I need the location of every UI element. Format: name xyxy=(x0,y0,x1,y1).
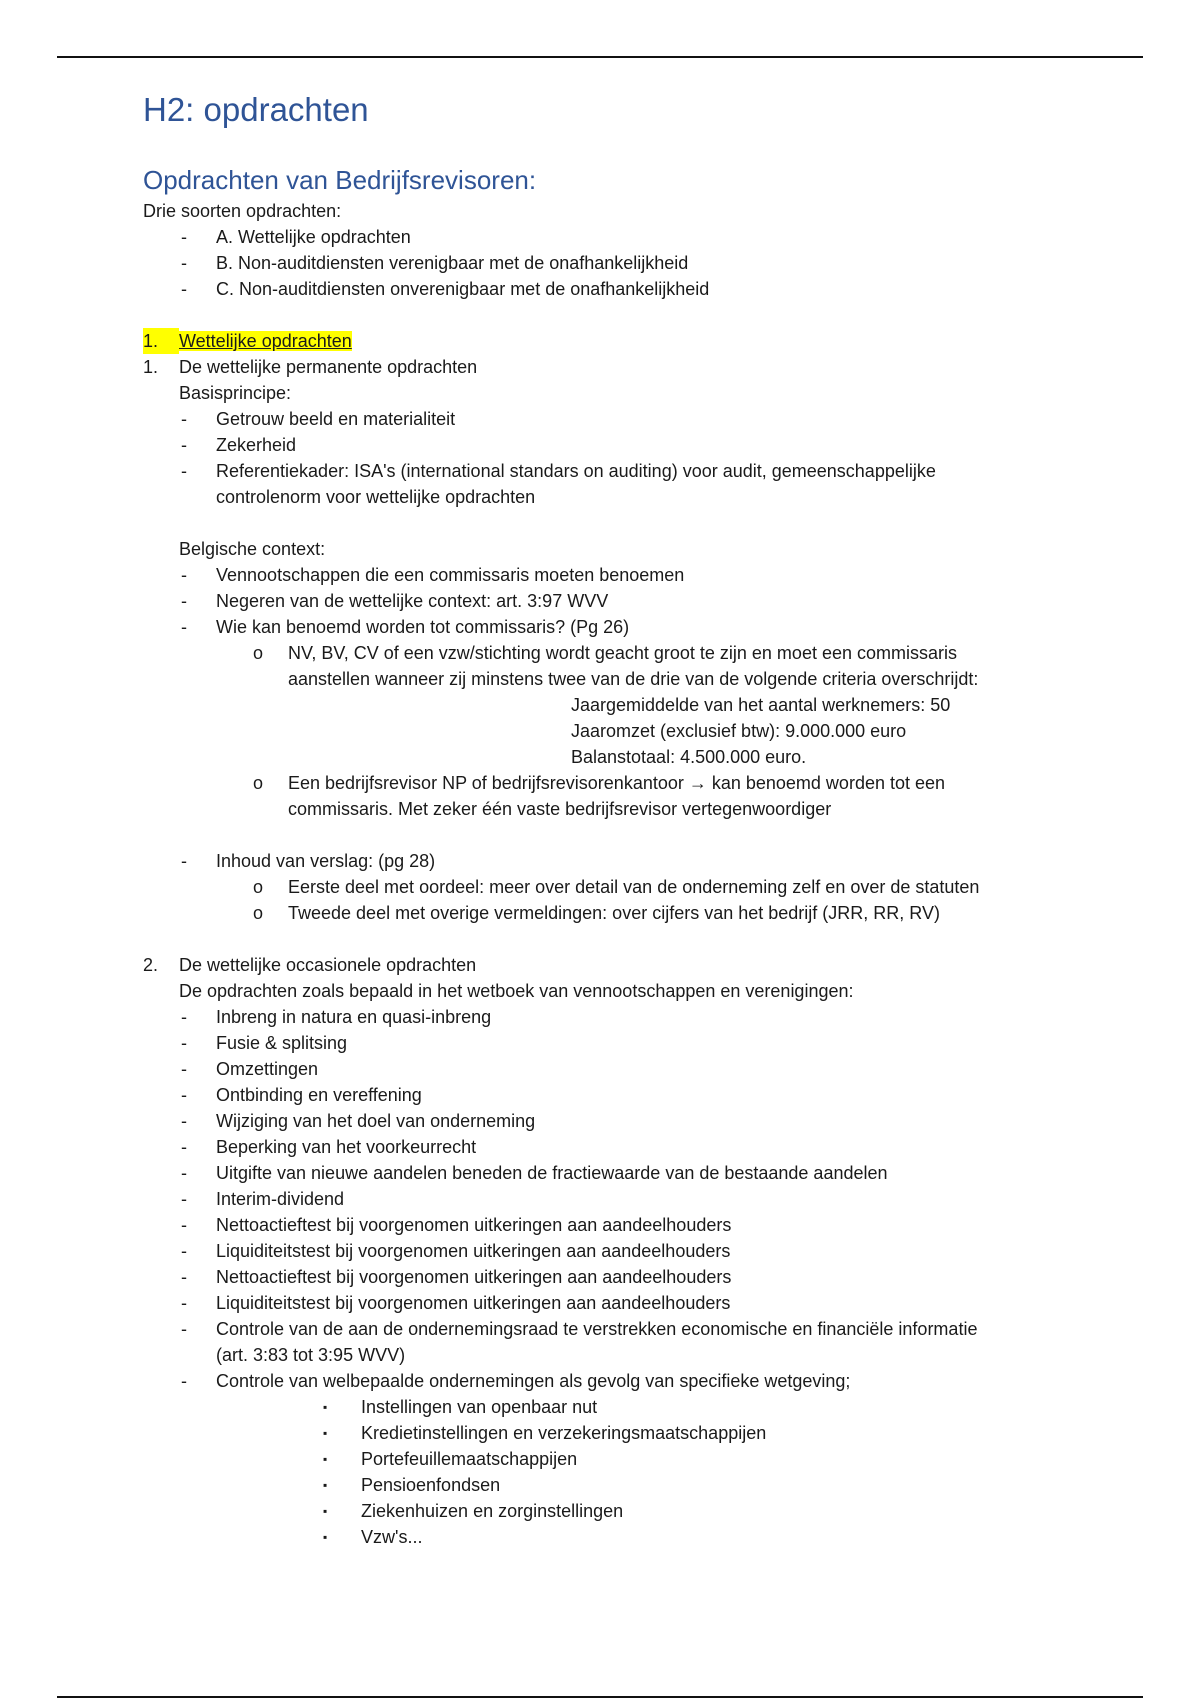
sub-list-item: o Eerste deel met oordeel: meer over detail van de onderneming zelf en over de statuten xyxy=(253,877,980,897)
list-item: - Vennootschappen die een commissaris moeten benoemen xyxy=(181,565,685,585)
list-item: - Interim-dividend xyxy=(181,1189,345,1209)
list-item: - Omzettingen xyxy=(181,1059,319,1079)
list-item-continuation: (art. 3:83 tot 3:95 WVV) xyxy=(216,1345,406,1365)
sub-sub-list-item: ▪ Ziekenhuizen en zorginstellingen xyxy=(323,1501,624,1521)
numbered-heading: 1. Wettelijke opdrachten xyxy=(143,328,1063,354)
criteria-line: Jaargemiddelde van het aantal werknemers: 50 xyxy=(571,695,951,715)
list-item: - Getrouw beeld en materialiteit xyxy=(181,409,456,429)
list-item: - A. Wettelijke opdrachten xyxy=(181,227,411,247)
intro-text: De opdrachten zoals bepaald in het wetboek van vennootschappen en verenigingen: xyxy=(179,981,854,1001)
numbered-item: 2. De wettelijke occasionele opdrachten xyxy=(143,955,477,975)
list-item: - Controle van de aan de ondernemingsraad te verstrekken economische en financiële informatie xyxy=(181,1319,978,1339)
document-page xyxy=(143,88,1063,1550)
section-heading: Opdrachten van Bedrijfsrevisoren: xyxy=(143,165,537,195)
sub-sub-list-item: ▪ Pensioenfondsen xyxy=(323,1475,501,1495)
sub-list-item: o Tweede deel met overige vermeldingen: over cijfers van het bedrijf (JRR, RR, RV) xyxy=(253,903,940,923)
list-item: - Ontbinding en vereffening xyxy=(181,1085,422,1105)
list-item: - Zekerheid xyxy=(181,435,297,455)
page-title: H2: opdrachten xyxy=(143,91,369,128)
list-item: - Nettoactieftest bij voorgenomen uitkeringen aan aandeelhouders xyxy=(181,1267,732,1287)
sub-list-item: o NV, BV, CV of een vzw/stichting wordt geacht groot te zijn en moet een commissaris xyxy=(253,643,957,663)
label-text: Basisprincipe: xyxy=(179,383,292,403)
sub-sub-list-item: ▪ Instellingen van openbaar nut xyxy=(323,1397,598,1417)
list-item-continuation: controlenorm voor wettelijke opdrachten xyxy=(216,487,536,507)
list-item: - C. Non-auditdiensten onverenigbaar met de onafhankelijkheid xyxy=(181,279,710,299)
sub-sub-list-item: ▪ Portefeuillemaatschappijen xyxy=(323,1449,578,1469)
top-border-rule xyxy=(57,56,1143,58)
criteria-line: Jaaromzet (exclusief btw): 9.000.000 euro xyxy=(571,721,907,741)
list-item: - Liquiditeitstest bij voorgenomen uitkeringen aan aandeelhouders xyxy=(181,1293,731,1313)
intro-text: Drie soorten opdrachten: xyxy=(143,201,342,221)
sub-list-item-continuation: aanstellen wanneer zij minstens twee van de drie van de volgende criteria overschrijdt: xyxy=(288,669,979,689)
list-item: - Controle van welbepaalde ondernemingen als gevolg van specifieke wetgeving; xyxy=(181,1371,851,1391)
list-item: - B. Non-auditdiensten verenigbaar met de onafhankelijkheid xyxy=(181,253,689,273)
numbered-item: 1. De wettelijke permanente opdrachten xyxy=(143,357,478,377)
list-item: - Inbreng in natura en quasi-inbreng xyxy=(181,1007,492,1027)
criteria-line: Balanstotaal: 4.500.000 euro. xyxy=(571,747,807,767)
list-item: - Inhoud van verslag: (pg 28) xyxy=(181,851,436,871)
sub-list-item: o Een bedrijfsrevisor NP of bedrijfsrevisorenkantoor → kan benoemd worden tot een xyxy=(253,773,946,793)
sub-sub-list-item: ▪ Vzw's... xyxy=(323,1527,423,1547)
list-item: - Beperking van het voorkeurrecht xyxy=(181,1137,477,1157)
list-item: - Nettoactieftest bij voorgenomen uitkeringen aan aandeelhouders xyxy=(181,1215,732,1235)
list-item: - Referentiekader: ISA's (international standars on auditing) voor audit, gemeenschappelijke xyxy=(181,461,936,481)
list-item: - Uitgifte van nieuwe aandelen beneden de fractiewaarde van de bestaande aandelen xyxy=(181,1163,888,1183)
sub-sub-list-item: ▪ Kredietinstellingen en verzekeringsmaatschappijen xyxy=(323,1423,767,1443)
list-item: - Negeren van de wettelijke context: art. 3:97 WVV xyxy=(181,591,609,611)
list-item: - Liquiditeitstest bij voorgenomen uitkeringen aan aandeelhouders xyxy=(181,1241,731,1261)
bottom-border-rule xyxy=(57,1696,1143,1698)
list-item: - Fusie & splitsing xyxy=(181,1033,348,1053)
list-item: - Wijziging van het doel van onderneming xyxy=(181,1111,536,1131)
sub-list-item-continuation: commissaris. Met zeker één vaste bedrijfsrevisor vertegenwoordiger xyxy=(288,799,832,819)
label-text: Belgische context: xyxy=(179,539,326,559)
list-item: - Wie kan benoemd worden tot commissaris? (Pg 26) xyxy=(181,617,630,637)
